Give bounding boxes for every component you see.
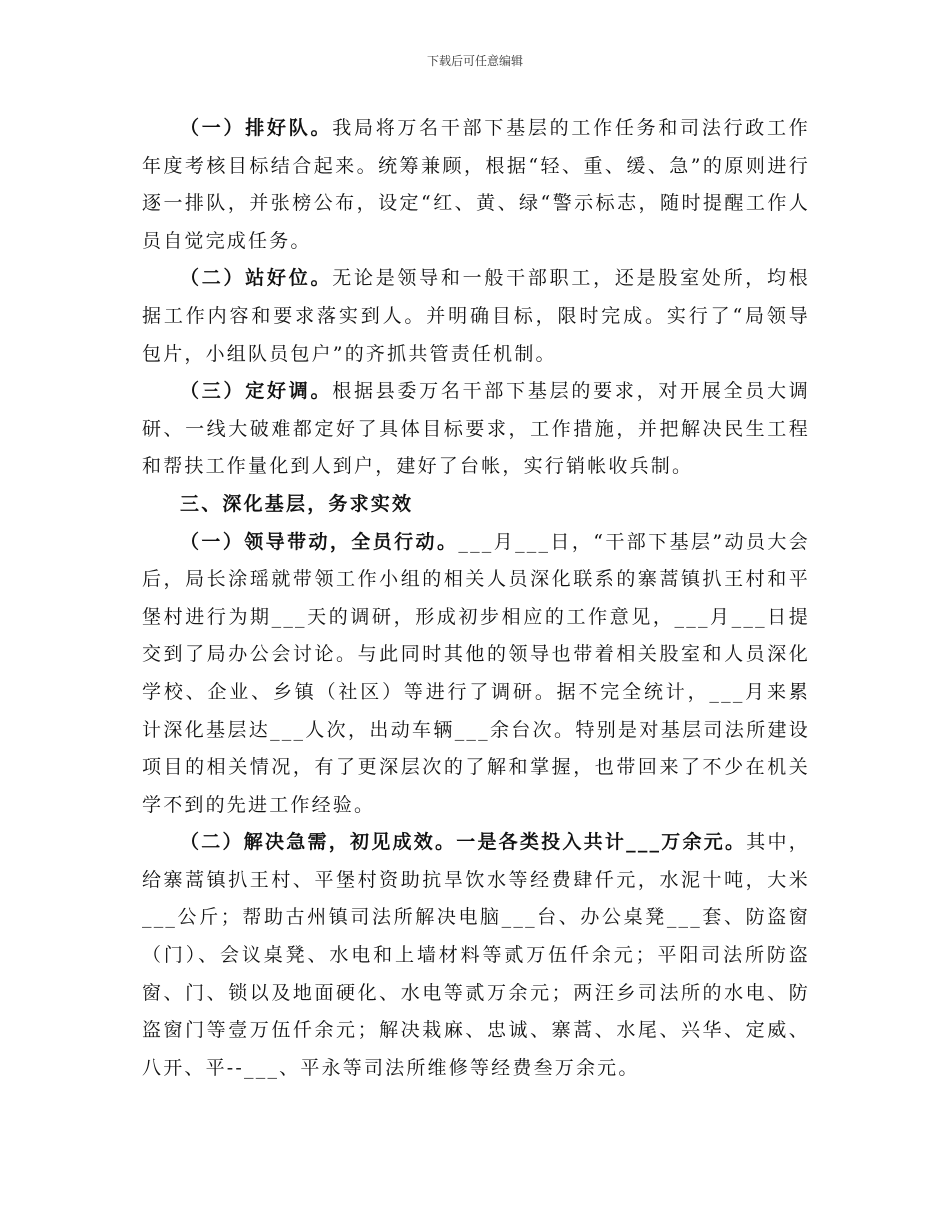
page-header: 下载后可任意编辑: [426, 54, 523, 68]
paragraph-5-text: 其中，给寨蒿镇扒王村、平堡村资助抗旱饮水等经费肆仟元，水泥十吨，大米___公斤；帮助古州镇司法所解决电脑___台、办公桌凳___套、防盗窗（门）、会议桌凳、水电和上墙材料等贰万伍仟余元；平阳司法所防盗窗、门、锁以及地面硬化、水电等贰万余元；两汪乡司法所的水电、防盗窗门等壹万伍仟余元；解决栽麻、忠诚、寨蒿、水尾、兴华、定威、八开、平--___、平永等司法所维修等经费叁万余元。: [142, 831, 810, 1079]
section-heading: [142, 486, 810, 524]
paragraph-5-heading: （二）解决急需，初见成效。一是各类投入共计___万余元。: [180, 831, 747, 854]
paragraph-1-heading: （一）排好队。: [180, 117, 333, 139]
paragraph-2-heading: （二）站好位。: [180, 267, 333, 290]
paragraph-1: [142, 110, 810, 260]
document-body: [142, 110, 810, 1087]
paragraph-1-text: 我局将万名干部下基层的工作任务和司法行政工作年度考核目标结合起来。统筹兼顾，根据“轻、重、缓、急”的原则进行逐一排队，并张榜公布，设定“红、黄、绿“警示标志，随时提醒工作人员自觉完成任务。: [142, 117, 810, 252]
paragraph-4: [142, 524, 810, 825]
paragraph-2: [142, 260, 810, 373]
paragraph-3-heading: （三）定好调。: [180, 380, 333, 403]
paragraph-3: [142, 373, 810, 486]
paragraph-2-text: 无论是领导和一般干部职工，还是股室处所，均根据工作内容和要求落实到人。并明确目标，限时完成。实行了“局领导包片，小组队员包户”的齐抓共管责任机制。: [142, 267, 810, 365]
paragraph-4-text: ___月___日，“干部下基层”动员大会后，局长涂瑶就带领工作小组的相关人员深化联系的寨蒿镇扒王村和平堡村进行为期___天的调研，形成初步相应的工作意见，___月___日提交到了局办公会讨论。与此同时其他的领导也带着相关股室和人员深化学校、企业、乡镇（社区）等进行了调研。据不完全统计，___月来累计深化基层达___人次，出动车辆___余台次。特别是对基层司法所建设项目的相关情况，有了更深层次的了解和掌握，也带回来了不少在机关学不到的先进工作经验。: [142, 530, 810, 816]
paragraph-3-text: 根据县委万名干部下基层的要求，对开展全员大调研、一线大破难都定好了具体目标要求，工作措施，并把解决民生工程和帮扶工作量化到人到户，建好了台帐，实行销帐收兵制。: [142, 380, 810, 478]
paragraph-4-heading: （一）领导带动，全员行动。: [180, 530, 459, 553]
section-heading-text: 三、深化基层，务求实效: [180, 492, 414, 515]
paragraph-5: [142, 824, 810, 1087]
